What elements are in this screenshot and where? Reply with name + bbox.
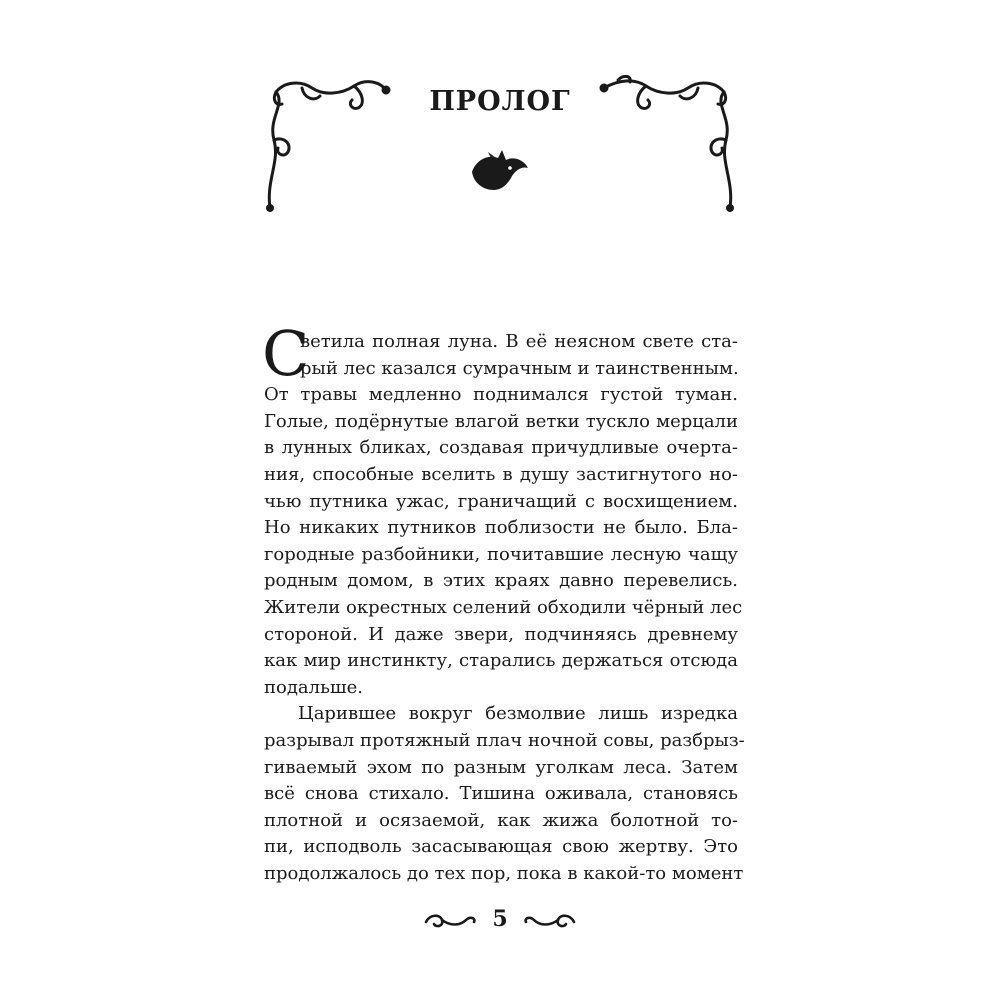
- text-line: Жители окрестных селений обходили чёрный лес: [264, 596, 743, 618]
- text-line: гиваемый эхом по разным уголкам леса. Затем: [264, 756, 738, 778]
- text-line: в лунных бликах, создавая причудливые очерта-: [264, 437, 738, 459]
- text-line: городные разбойники, почитавшие лесную чащу: [264, 543, 738, 565]
- text-line: всё снова стихало. Тишина оживала, становясь: [264, 783, 738, 805]
- text-line: ветила полная луна. В её неясном свете ста-: [300, 331, 738, 352]
- text-line: разрывал протяжный плач ночной совы, разбрыз-: [264, 729, 745, 751]
- text-line: пи, исподволь засасывающая свою жертву. Это: [264, 836, 738, 858]
- text-line: продолжалось до тех пор, пока в какой-то момент: [264, 862, 744, 884]
- text-line: Но никаких путников поблизости не было. Бла-: [264, 517, 738, 539]
- body-text: [264, 329, 745, 887]
- chapter-title: ПРОЛОГ: [429, 86, 571, 117]
- drop-cap: С: [262, 317, 310, 390]
- text-line: ния, способные вселить в душу застигнутого но-: [264, 463, 738, 485]
- page-number: 5: [492, 906, 508, 932]
- flourish-corner-right-icon: [598, 70, 738, 215]
- text-line: родным домом, в этих краях давно перевелись.: [264, 570, 738, 592]
- text-line: Голые, подёрнутые влагой ветки тускло мерцали: [264, 410, 738, 432]
- text-line: Царившее вокруг безмолвие лишь изредка: [298, 703, 738, 725]
- flourish-corner-left-icon: [262, 70, 392, 215]
- text-line: рый лес казался сумрачным и таинственным.: [300, 357, 739, 379]
- text-line: От травы медленно поднимался густой туман.: [264, 384, 738, 406]
- text-line: стороной. И даже звери, подчиняясь древнему: [264, 623, 738, 645]
- bat-emblem-icon: [466, 146, 534, 196]
- text-line: чью путника ужас, граничащий с восхищением.: [264, 490, 738, 512]
- text-line: плотной и осязаемой, как жижа болотной то-: [264, 809, 738, 831]
- text-line: подальше.: [264, 676, 363, 698]
- text-line: как мир инстинкту, старались держаться отсюда: [264, 650, 738, 672]
